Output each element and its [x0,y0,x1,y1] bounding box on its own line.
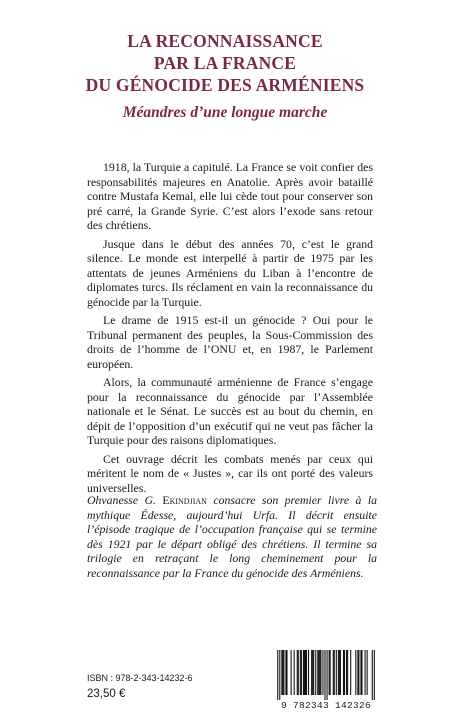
barcode-bar [304,650,305,695]
blurb-paragraph: Le drame de 1915 est-il un génocide ? Oui pour le Tribunal permanent des peuples, la Sous-Commission des droits de l’homme de l’ONU et, en 1987, le Parlement européen. [87,313,373,371]
barcode-bar [317,650,318,695]
barcode-bar [350,650,351,695]
barcode-bar [358,650,359,695]
barcode-bar [311,650,312,695]
author-surname: Ekindjian [162,493,207,507]
barcode-bar [365,650,366,695]
barcode-bar [294,650,295,695]
barcode-bar [283,650,284,695]
barcode-bar [322,650,323,695]
barcode-bar [318,650,319,695]
barcode-bar [330,650,331,695]
author-bio [87,493,377,580]
barcode-bar [303,650,304,695]
author-bio-paragraph [87,493,377,580]
blurb-paragraph: Cet ouvrage décrit les combats menés par ceux qui méritent le nom de « Justes », car ils ont porté des valeurs universelles. [87,451,373,495]
barcode-bar [334,650,335,695]
barcode-bar [305,650,306,695]
barcode-bar [291,650,292,695]
blurb [87,160,373,499]
isbn: ISBN : 978-2-343-14232-6 [87,673,193,683]
barcode-bar [339,650,340,695]
title-line: DU GÉNOCIDE DES ARMÉNIENS [85,75,365,95]
barcode-bar [360,650,361,695]
barcode-bar [355,650,356,695]
barcode-bar [319,650,320,695]
barcode-bar [329,650,330,695]
barcode-bar [344,650,345,695]
barcode-bar [286,650,287,695]
title-line: LA RECONNAISSANCE [127,31,323,51]
barcode-bar [282,650,283,695]
blurb-paragraph: Alors, la communauté arménienne de France s’engage pour la reconnaissance du génocide par l’Assemblée nationale et le Sénat. Le succès est au bout du chemin, en dépit de l’opposition d’un exécutif qui ne veut pas fâcher la Turquie pour des raisons diplomatiques. [87,375,373,447]
book-title [0,30,450,96]
barcode-bar [367,650,368,695]
title-line: PAR LA FRANCE [153,53,297,73]
barcode-bar [320,650,321,695]
barcode-bar [315,650,316,695]
price: 23,50 € [87,688,126,700]
barcode-bar [327,650,328,700]
barcode-digits: 9 782343 142326 [280,700,371,711]
barcode-bar [297,650,298,695]
barcode-bar [313,650,314,695]
book-subtitle: Méandres d’une longue marche [122,104,328,121]
barcode-bars [270,650,382,700]
barcode-bar [298,650,299,695]
author-given-name: Ohvanesse G. [87,493,156,507]
blurb-paragraph: Jusque dans le début des années 70, c’est le grand silence. Le monde est interpellé à partir de 1975 par les attentats de jeunes Arméniens du Liban à l’encontre de diplomates turcs. Ils réclament en vain la reconnaissance du génocide par la Turquie. [87,236,373,309]
blurb-paragraph: 1918, la Turquie a capitulé. La France se voit confier des responsabilités majeures en Anatolie. Après avoir bataillé contre Mustafa Kemal, elle lui cède tout pour conserver son pré carré, la Grande Syrie. C’est alors l’exode sans retour des chrétiens. [87,160,373,232]
author-bio-text: consacre son premier livre à la mythique Édesse, aujourd’hui Urfa. Il décrit ensuite l’épisode tragique de l’occupation française qui se termine dès 1921 par le départ obligé des chrétiens. Il termine sa trilogie en retraçant le long cheminement pour la reconnaissance par la France du génocide des Arméniens. [87,493,378,580]
barcode-bar [338,650,339,695]
barcode-bar [312,650,313,695]
barcode-bar [285,650,286,695]
barcode-bar [343,650,344,695]
barcode-bar [277,650,278,700]
barcode-bar [333,650,334,695]
barcode-bar [279,650,280,700]
barcode-bar [281,650,282,695]
barcode-bar [308,650,309,695]
barcode-bar [340,650,341,695]
barcode-bar [347,650,348,695]
barcode-bar [300,650,301,695]
barcode-bar [301,650,302,695]
barcode-bar [336,650,337,695]
barcode [270,650,382,712]
barcode-bar [372,650,373,700]
barcode-bar [374,650,375,700]
barcode-bar [324,650,325,700]
barcode-bar [306,650,307,695]
barcode-bar [357,650,358,695]
barcode-bar [346,650,347,695]
barcode-bar [361,650,362,695]
